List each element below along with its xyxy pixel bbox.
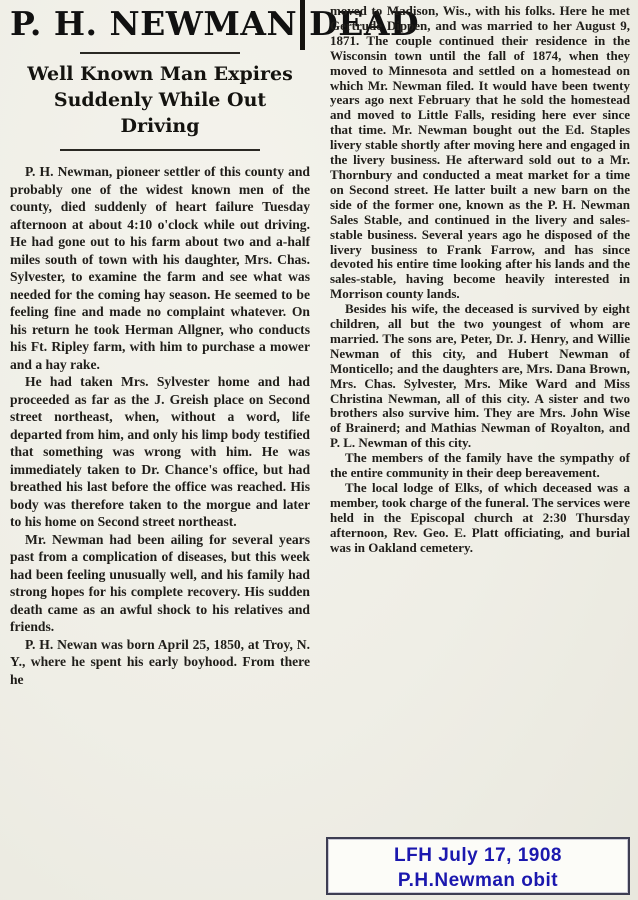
article-paragraph: Besides his wife, the deceased is survived by eight children, all but the two youngest of whom are married. The sons are, Peter, Dr. J. Henry, and Willie Newman of this city, and Hubert Newman of Monticello; and the daughters are, Mrs. Dana Brown, Mrs. Chas. Sylvester, Mrs. Mike Ward and Miss Christina Newman, all of this city. A sister and two brothers also survive him. They are Mrs. John Wise of Brainerd; and Mathias Newman of Royalton, and P. L. Newman of this city. bbox=[330, 301, 630, 451]
left-column bbox=[10, 4, 420, 688]
headline-rule bbox=[80, 52, 240, 54]
article-paragraph: The local lodge of Elks, of which deceased was a member, took charge of the funeral. The services were held in the Episcopal church at 2:30 Thursday afternoon, Rev. Geo. E. Platt officiating, and burial was in Oakland cemetery. bbox=[330, 480, 630, 555]
article-paragraph: P. H. Newman, pioneer settler of this county and probably one of the widest known men of the county, died suddenly of heart failure Tuesday afternoon at about 4:10 o'clock while out driving. He had gone out to his farm about two and a-half miles south of town with his daughter, Mrs. Chas. Sylvester, to examine the farm and see what was needed for the coming hay season. He seemed to be feeling fine and made no complaint whatever. On his return he took Herman Allgner, who conducts his Ft. Ripley farm, with him to purchase a mower and a hay rake. bbox=[10, 164, 310, 372]
article-paragraph: The members of the family have the sympathy of the entire community in their deep bereavement. bbox=[330, 450, 630, 481]
left-column-text bbox=[10, 163, 310, 688]
right-column bbox=[330, 4, 630, 556]
caption-date: LFH July 17, 1908 bbox=[394, 845, 562, 866]
article-paragraph: Mr. Newman had been ailing for several years past from a complication of diseases, but this week had been feeling unusually well, and his family had strong hopes for his complete recovery. His sudden death came as an awful shock to his relatives and friends. bbox=[10, 531, 310, 635]
subheadline: Well Known Man Expires Suddenly While Out Driving bbox=[27, 63, 293, 137]
right-column-text bbox=[330, 4, 630, 556]
article-paragraph: P. H. Newan was born April 25, 1850, at Troy, N. Y., where he spent his early boyhood. From there he bbox=[10, 636, 310, 687]
article-paragraph: moved to Madison, Wis., with his folks. Here he met Gertrude Dippen, and was married to her August 9, 1871. The couple continued their residence in the Wisconsin town until the fall of 1874, when they moved to Minnesota and settled on a homestead on which Mr. Newman filed. It would have been twenty years ago next February that he sold the homestead and moved to Little Falls, residing here ever since that time. Mr. Newman bought out the Ed. Staples livery stable shortly after moving here and engaged in the livery business. He afterward sold out to a Mr. Thornbury and conducted a meat market for a time on Second street. He latter built a new barn on the side of the former one, known as the P. H. Newman Sales Stable, and continued in the livery and sales-stable business. Several years ago he disposed of the livery business to Frank Farrow, and has since devoted his entire time looking after his lands and the sales-stable, having become heavily interested in Morrison county lands. bbox=[330, 3, 630, 302]
caption-title: P.H.Newman obit bbox=[397, 870, 559, 891]
headline: P. H. NEWMAN DEAD bbox=[10, 4, 420, 43]
subheadline-rule bbox=[60, 149, 260, 151]
article-paragraph: He had taken Mrs. Sylvester home and had proceeded as far as the J. Greish place on Second street northeast, when, without a word, life departed from him, and only his limp body testified that something was wrong with him. He was immediately taken to Dr. Chance's office, but had breathed his last before the office was reached. His body was therefore taken to the morgue and later to his home on Second street northeast. bbox=[10, 374, 310, 530]
caption-box bbox=[326, 837, 630, 895]
